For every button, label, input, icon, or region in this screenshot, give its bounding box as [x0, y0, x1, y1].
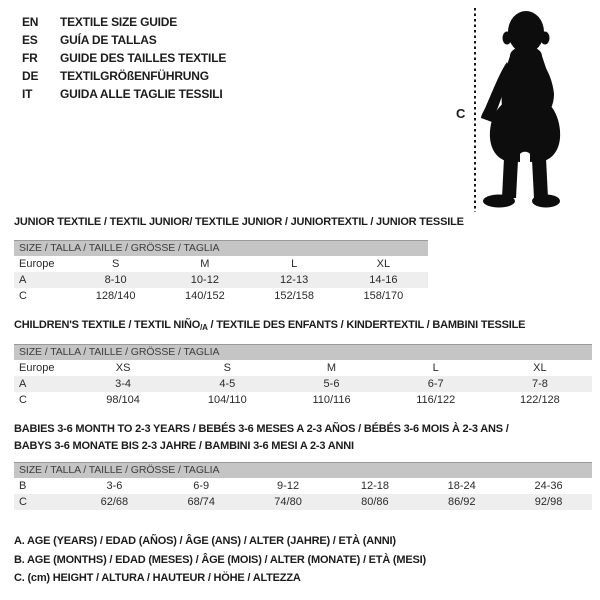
table-cell: 9-12: [277, 480, 300, 492]
language-code: IT: [22, 87, 33, 101]
table-cell: 92/98: [534, 496, 563, 508]
table-row: [14, 272, 428, 288]
table-cell: 12-13: [280, 274, 309, 286]
table-row: [14, 494, 592, 510]
table-cell: 24-36: [534, 480, 563, 492]
table-cell: 110/116: [312, 394, 351, 406]
toddler-silhouette-image: [480, 8, 570, 213]
language-row: [22, 31, 226, 49]
row-label: B: [19, 480, 27, 492]
table-cell: 128/140: [95, 290, 136, 302]
table-cell: 116/122: [416, 394, 456, 406]
children-title-subscript: /A: [200, 323, 208, 332]
junior-table-title: JUNIOR TEXTILE / TEXTIL JUNIOR/ TEXTILE JUNIOR / JUNIORTEXTIL / JUNIOR TESSILE: [14, 216, 464, 228]
table-cell: 6-9: [193, 480, 210, 492]
table-cell: 152/158: [274, 290, 314, 302]
language-code: EN: [22, 15, 39, 29]
table-cell: 98/104: [106, 394, 140, 406]
table-cell: 140/152: [184, 290, 225, 302]
language-row: [22, 67, 226, 85]
table-cell: XS: [115, 362, 131, 374]
row-label: C: [19, 290, 27, 302]
table-row: [14, 392, 592, 408]
babies-table-title: [14, 421, 509, 455]
babies-size-table: [14, 462, 592, 510]
table-row: [14, 288, 428, 304]
table-cell: M: [326, 362, 337, 374]
size-header-bar: SIZE / TALLA / TAILLE / GRÖSSE / TAGLIA: [14, 240, 428, 256]
language-row: [22, 13, 226, 31]
size-header-bar: SIZE / TALLA / TAILLE / GRÖSSE / TAGLIA: [14, 462, 592, 478]
table-cell: 3-6: [106, 480, 123, 492]
table-cell: 5-6: [323, 378, 340, 390]
table-cell: XL: [533, 362, 547, 374]
table-cell: S: [223, 362, 231, 374]
table-cell: 14-16: [369, 274, 398, 286]
row-label: C: [19, 394, 27, 406]
table-cell: 158/170: [363, 290, 404, 302]
row-label: C: [19, 496, 27, 508]
table-cell: 3-4: [115, 378, 132, 390]
table-cell: 8-10: [104, 274, 127, 286]
row-label: A: [19, 378, 27, 390]
junior-size-table: [14, 240, 428, 304]
language-title: TEXTILGRÖßENFÜHRUNG: [60, 69, 209, 83]
table-cell: XL: [376, 258, 391, 270]
table-row: [14, 376, 592, 392]
table-cell: 86/92: [447, 496, 476, 508]
row-label: Europe: [19, 362, 55, 374]
table-cell: 68/74: [187, 496, 215, 508]
height-measure-label: C: [456, 106, 466, 121]
table-cell: M: [200, 258, 210, 270]
language-title: GUIDA ALLE TAGLIE TESSILI: [60, 87, 223, 101]
height-measure-line: [474, 8, 476, 212]
table-row: [14, 478, 592, 494]
table-cell: S: [111, 258, 120, 270]
language-row: [22, 85, 226, 103]
language-code: DE: [22, 69, 39, 83]
table-cell: L: [291, 258, 298, 270]
table-cell: 18-24: [447, 480, 476, 492]
language-row: [22, 49, 226, 67]
babies-title-line1: BABIES 3-6 MONTH TO 2-3 YEARS / BEBÉS 3-6 MESES A 2-3 AÑOS / BÉBÉS 3-6 MOIS À 2-3 ANS /: [14, 423, 509, 435]
table-cell: 7-8: [531, 378, 548, 390]
children-table-title: [14, 319, 525, 332]
table-cell: L: [432, 362, 439, 374]
row-label: A: [19, 274, 27, 286]
table-cell: 6-7: [427, 378, 444, 390]
table-cell: 74/80: [274, 496, 302, 508]
size-header-bar: SIZE / TALLA / TAILLE / GRÖSSE / TAGLIA: [14, 344, 592, 360]
table-cell: 62/68: [100, 496, 129, 508]
language-title: TEXTILE SIZE GUIDE: [60, 15, 178, 29]
table-cell: 122/128: [520, 394, 560, 406]
babies-title-line2: BABYS 3-6 MONATE BIS 2-3 JAHRE / BAMBINI 3-6 MESI A 2-3 ANNI: [14, 440, 354, 452]
children-title-prefix: CHILDREN'S TEXTILE / TEXTIL NIÑO: [14, 319, 201, 331]
language-code: FR: [22, 51, 38, 65]
footnote-b: B. AGE (MONTHS) / EDAD (MESES) / ÂGE (MOIS) / ALTER (MONATE) / ETÀ (MESI): [14, 553, 426, 566]
language-title: GUÍA DE TALLAS: [60, 33, 157, 47]
table-cell: 4-5: [219, 378, 236, 390]
footnote-a: A. AGE (YEARS) / EDAD (AÑOS) / ÂGE (ANS) / ALTER (JAHRE) / ETÀ (ANNI): [14, 535, 396, 547]
language-code: ES: [22, 33, 38, 47]
table-row: [14, 360, 592, 376]
table-cell: 10-12: [190, 274, 219, 286]
table-cell: 12-18: [360, 480, 389, 492]
children-title-suffix: / TEXTILE DES ENFANTS / KINDERTEXTIL / BAMBINI TESSILE: [207, 319, 526, 331]
children-size-table: [14, 344, 592, 408]
row-label: Europe: [19, 258, 55, 270]
footnote-legend: [14, 532, 426, 588]
table-cell: 104/110: [207, 394, 247, 406]
table-cell: 80/86: [361, 496, 389, 508]
footnote-c: C. (cm) HEIGHT / ALTURA / HAUTEUR / HÖHE / ALTEZZA: [14, 572, 301, 584]
language-title: GUIDE DES TAILLES TEXTILE: [60, 51, 227, 65]
language-title-list: [22, 13, 226, 103]
table-row: [14, 256, 428, 272]
